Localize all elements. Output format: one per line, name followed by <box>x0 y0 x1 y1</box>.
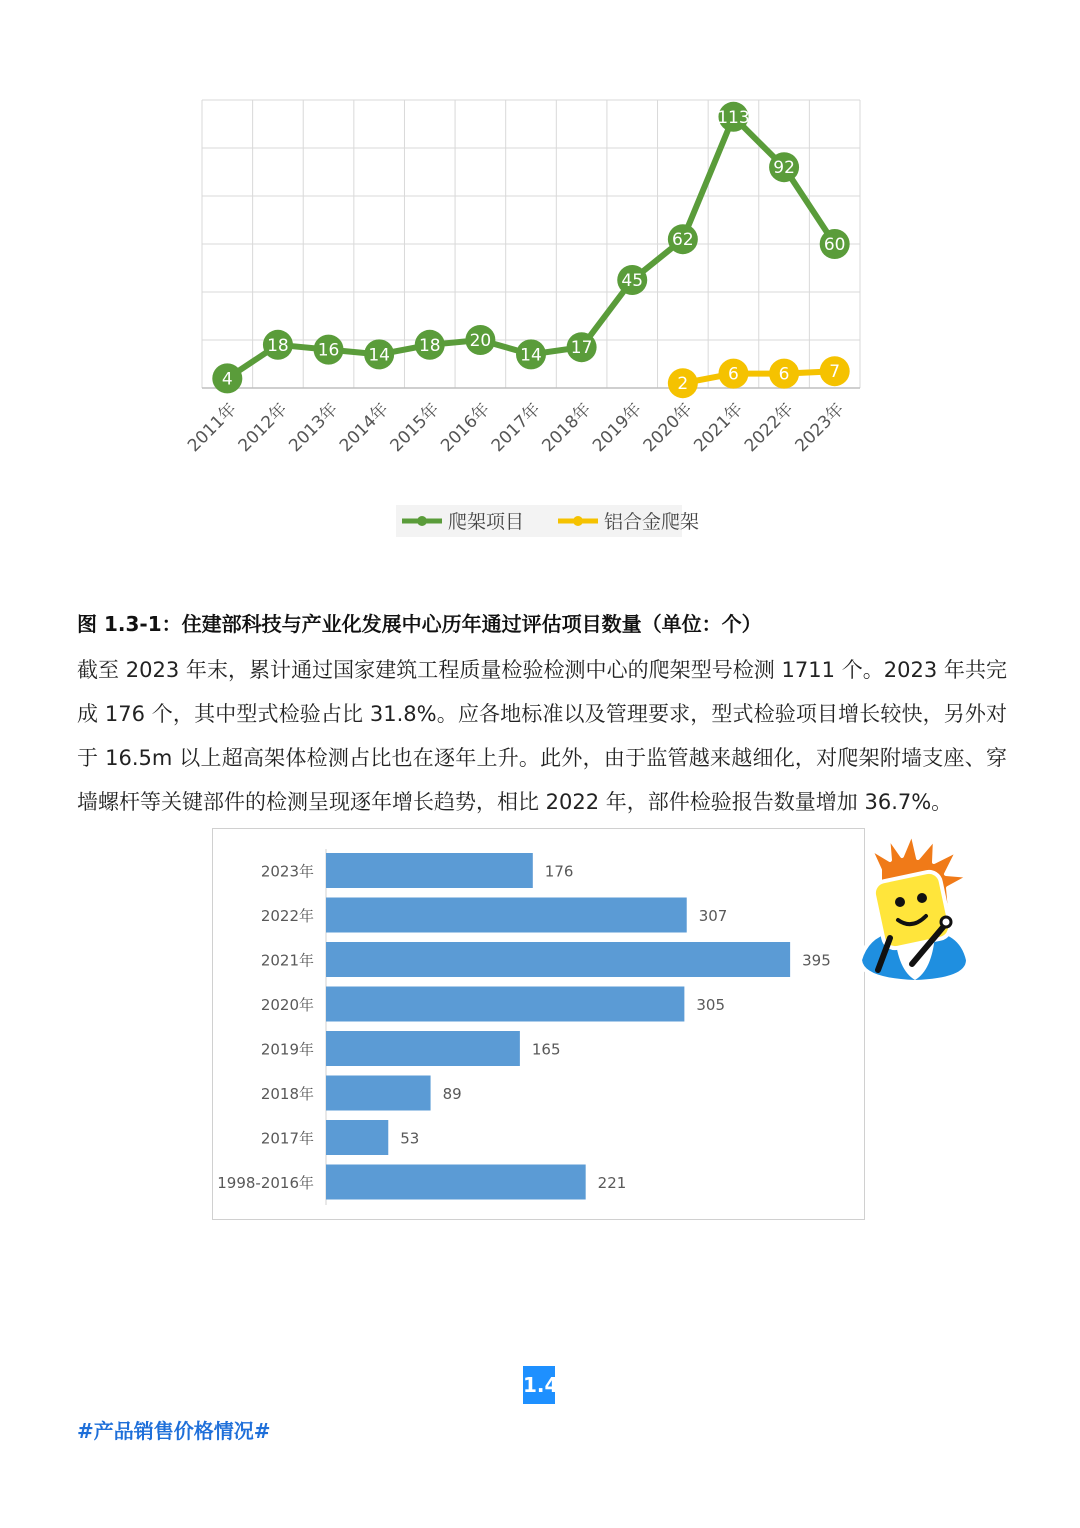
category-label: 2019年 <box>260 1040 314 1059</box>
category-label: 2023年 <box>260 862 314 881</box>
value-label: 221 <box>597 1174 627 1192</box>
value-label: 176 <box>544 862 574 881</box>
body-paragraph: 截至 2023 年末，累计通过国家建筑工程质量检验检测中心的爬架型号检测 1711 个。2023 年共完成 176 个，其中型式检验占比 31.8%。应各地标准以及管理要求，型式检验项目增长较快，另外对于 16.5m 以上超高架体检测占比也在逐年上升。此外，由于监管越来越细化，对爬架附墙支座、穿墙螺杆等关键部件的检测呈现逐年增长趋势，相比 2022 年，部件检验报告数量增加 36.7%。 <box>77 658 1007 814</box>
value-label: 89 <box>442 1085 462 1103</box>
section-number-badge: 1.4 <box>523 1366 555 1404</box>
data-label: 18 <box>418 335 441 356</box>
data-label: 113 <box>717 107 750 128</box>
line-chart <box>150 80 910 560</box>
data-label: 14 <box>520 345 542 366</box>
value-label: 307 <box>698 907 728 925</box>
data-label: 16 <box>317 340 340 361</box>
category-label: 2020年 <box>260 996 314 1014</box>
x-tick-label: 2011年 <box>184 399 241 457</box>
value-label: 165 <box>531 1040 561 1059</box>
data-label: 7 <box>829 362 841 383</box>
x-tick-label: 2017年 <box>487 399 545 457</box>
x-tick-label: 2020年 <box>639 399 697 457</box>
bar <box>326 987 684 1022</box>
x-tick-label: 2018年 <box>538 399 596 457</box>
bar <box>326 1120 388 1155</box>
value-label: 305 <box>696 996 726 1014</box>
x-tick-label: 2019年 <box>589 399 646 457</box>
bar-chart <box>213 829 864 1219</box>
data-label: 20 <box>469 331 492 351</box>
x-tick-label: 2012年 <box>234 399 292 457</box>
legend-label: 铝合金爬架 <box>604 511 700 533</box>
x-tick-label: 2023年 <box>791 399 849 457</box>
data-label: 62 <box>672 230 694 251</box>
bar <box>326 1076 431 1111</box>
legend-label: 爬架项目 <box>448 511 525 533</box>
bar <box>326 942 790 977</box>
bar-chart-frame <box>212 828 865 1220</box>
x-tick-label: 2014年 <box>335 399 393 457</box>
data-label: 60 <box>823 235 846 255</box>
data-label: 45 <box>621 271 644 291</box>
data-label: 17 <box>570 338 593 359</box>
category-label: 2022年 <box>260 907 314 925</box>
section-hashtag[interactable]: #产品销售价格情况# <box>77 1419 271 1443</box>
data-label: 6 <box>778 364 790 385</box>
x-tick-label: 2022年 <box>740 399 798 457</box>
bar <box>326 1031 520 1066</box>
bar <box>326 853 533 888</box>
figure-1-caption: 图 1.3-1：住建部科技与产业化发展中心历年通过评估项目数量（单位：个） <box>77 612 762 636</box>
cartoon-worker-icon <box>840 830 990 990</box>
data-label: 14 <box>368 345 390 366</box>
category-label: 1998-2016年 <box>217 1174 314 1192</box>
data-label: 18 <box>267 335 289 356</box>
bar <box>326 898 687 933</box>
x-tick-label: 2015年 <box>386 399 444 457</box>
category-label: 2017年 <box>260 1129 314 1148</box>
x-tick-label: 2013年 <box>285 399 343 457</box>
x-tick-label: 2016年 <box>437 399 494 457</box>
legend-swatch-dot <box>573 516 583 526</box>
category-label: 2018年 <box>260 1085 314 1103</box>
bar <box>326 1165 586 1200</box>
value-label: 395 <box>802 951 831 970</box>
category-label: 2021年 <box>260 951 314 970</box>
x-tick-label: 2021年 <box>690 399 747 457</box>
data-label: 4 <box>221 369 233 390</box>
value-label: 53 <box>400 1129 420 1148</box>
legend-swatch-dot <box>417 516 427 526</box>
data-label: 92 <box>773 158 795 179</box>
chart-legend <box>396 505 699 537</box>
data-label: 2 <box>677 374 689 395</box>
data-label: 6 <box>728 364 739 385</box>
